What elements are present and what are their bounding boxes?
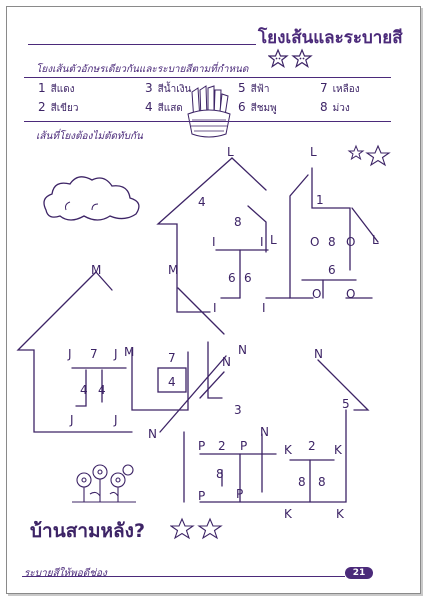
letter-J: J: [114, 413, 118, 427]
letter-K: K: [284, 443, 292, 457]
number-label: 8: [234, 215, 242, 229]
letter-K: K: [334, 443, 342, 457]
question-text: บ้านสามหลัง?: [30, 520, 145, 542]
number-label: 6: [228, 271, 236, 285]
letter-M: M: [124, 345, 135, 359]
number-label: 8: [216, 467, 224, 481]
number-label: 8: [318, 475, 326, 489]
number-label: 4: [198, 195, 206, 209]
number-label: 7: [90, 347, 98, 361]
key-item-7: 7 เหลือง: [320, 81, 360, 95]
number-label: 2: [308, 439, 316, 453]
number-label: 7: [168, 351, 176, 365]
key-item-5: 5 สีฟ้า: [238, 81, 270, 95]
letter-N: N: [260, 425, 269, 439]
cloud-icon: [40, 170, 150, 224]
letter-J: J: [68, 347, 72, 361]
letter-N: N: [148, 427, 157, 441]
letter-I: I: [262, 301, 266, 315]
number-label: 4: [80, 383, 88, 397]
letter-N: N: [314, 347, 323, 361]
key-item-3: 3 สีน้ำเงิน: [145, 81, 192, 95]
letter-L: L: [270, 233, 277, 247]
letter-N: N: [238, 343, 247, 357]
rule-text: เส้นที่โยงต้องไม่ตัดทับกัน: [36, 131, 143, 142]
letter-J: J: [114, 347, 118, 361]
number-label: 6: [244, 271, 252, 285]
number-label: 1: [316, 193, 324, 207]
star-icons-small: [346, 140, 394, 168]
number-label: 2: [218, 439, 226, 453]
key-item-1: 1 สีแดง: [38, 81, 75, 95]
number-label: 8: [328, 235, 336, 249]
letter-L: L: [310, 145, 317, 159]
letter-L: L: [372, 233, 379, 247]
letter-M: M: [168, 263, 179, 277]
page-title: โยงเส้นและระบายสี: [258, 28, 403, 48]
flowers-icon: [70, 462, 142, 510]
letter-O: O: [346, 235, 356, 249]
letter-I: I: [212, 235, 216, 249]
key-item-4: 4 สีแสด: [145, 100, 183, 114]
key-item-2: 2 สีเขียว: [38, 100, 79, 114]
page-number-badge: 21: [345, 567, 373, 579]
number-label: 8: [298, 475, 306, 489]
number-label: 4: [98, 383, 106, 397]
letter-N: N: [222, 355, 231, 369]
key-item-8: 8 ม่วง: [320, 100, 350, 114]
letter-O: O: [310, 235, 320, 249]
letter-P: P: [240, 439, 248, 453]
letter-I: I: [260, 235, 264, 249]
number-label: 6: [328, 263, 336, 277]
letter-M: M: [91, 263, 102, 277]
instruction-text: โยงเส้นตัวอักษรเดียวกันและระบายสีตามที่กำหนด: [36, 64, 249, 75]
letter-K: K: [336, 507, 344, 521]
footer-text: ระบายสีให้พอดีช่อง: [24, 568, 107, 579]
letter-K: K: [284, 507, 292, 521]
number-label: 5: [342, 397, 350, 411]
letter-P: P: [236, 487, 244, 501]
letter-P: P: [198, 489, 206, 503]
letter-O: O: [312, 287, 322, 301]
letter-J: J: [70, 413, 74, 427]
letter-L: L: [227, 145, 234, 159]
number-label: 3: [234, 403, 242, 417]
window-number: 4: [168, 375, 176, 389]
letter-P: P: [198, 439, 206, 453]
letter-I: I: [213, 301, 217, 315]
letter-O: O: [346, 287, 356, 301]
key-item-6: 6 สีชมพู: [238, 100, 277, 114]
star-icons-bottom: [170, 516, 226, 542]
